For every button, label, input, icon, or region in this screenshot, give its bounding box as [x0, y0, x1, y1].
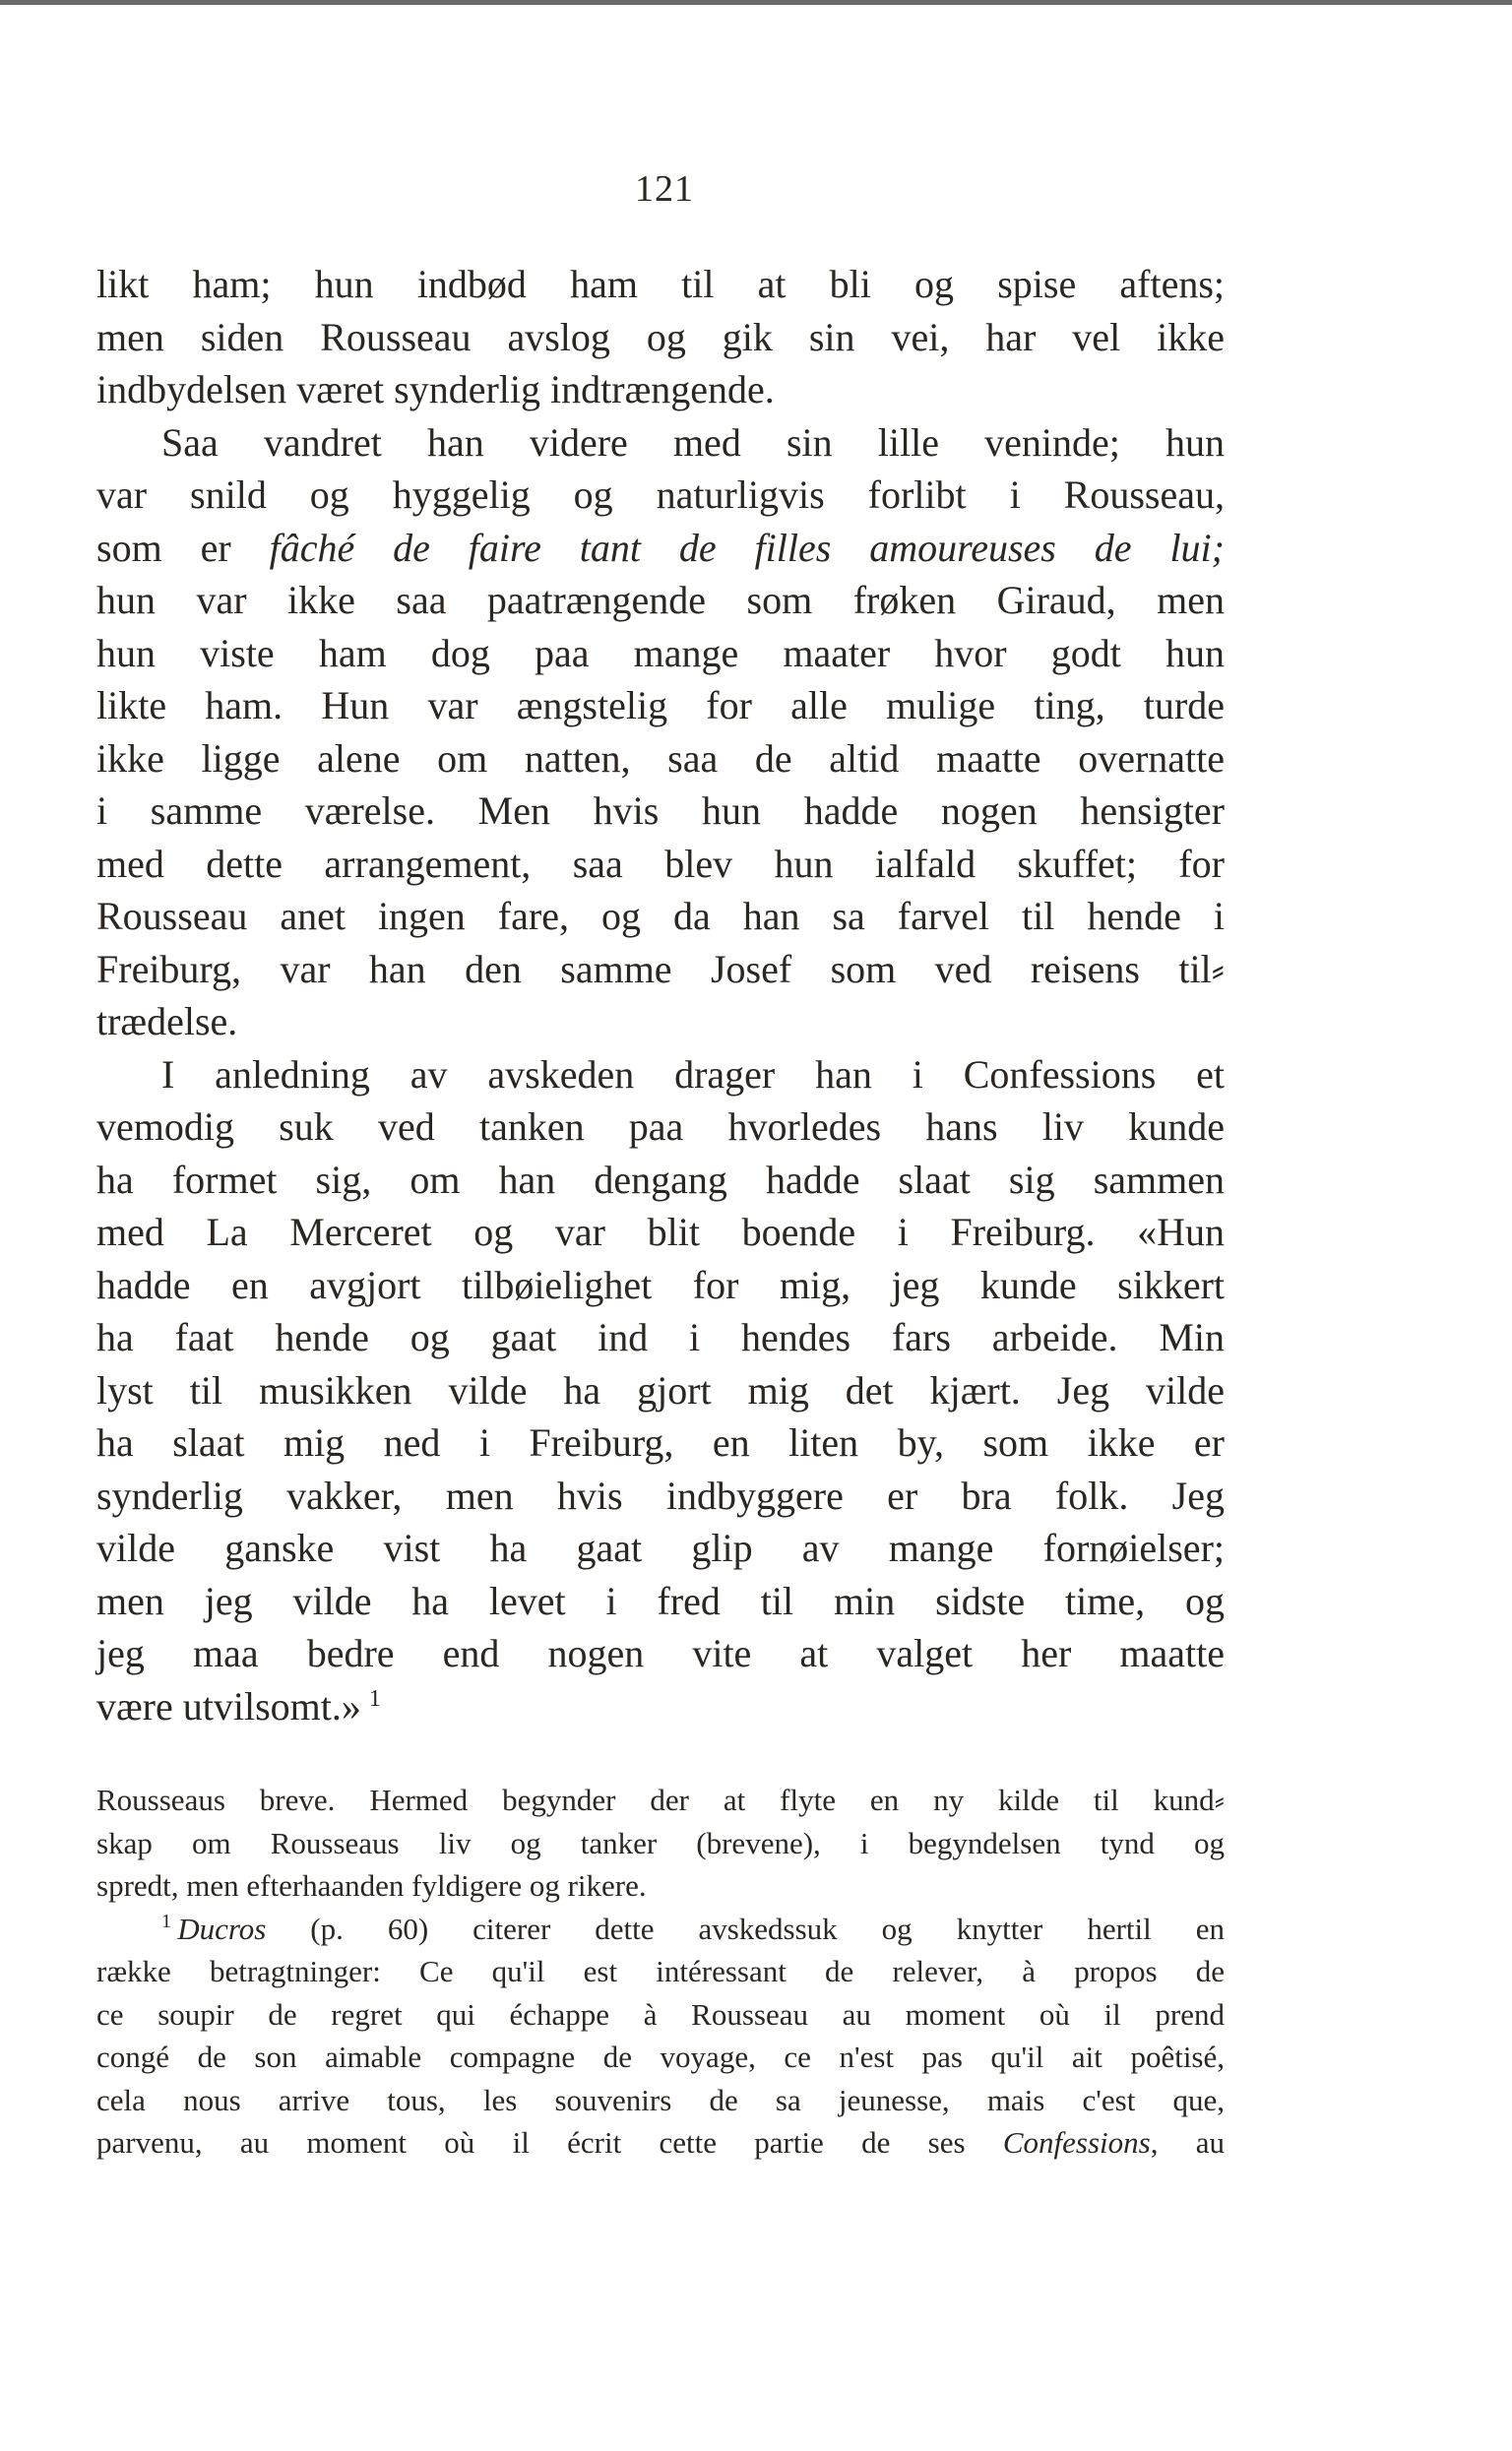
italic-quote: fâché de faire tant de filles amoureuses de lui; — [269, 525, 1225, 570]
footnote-author: Ducros — [177, 1911, 267, 1946]
text-line: men siden Rousseau avslog og gik sin vei, har vel ikke — [96, 314, 1225, 359]
text-line: hun viste ham dog paa mange maater hvor godt hun — [96, 630, 1225, 675]
footnote-line: spredt, men efterhaanden fyldigere og rikere. — [96, 1868, 647, 1903]
text-line: I anledning av avskeden drager han i Confessions et — [161, 1051, 1225, 1097]
text-line: hun var ikke saa paatrængende som frøken Giraud, men — [96, 578, 1225, 622]
footnote-line: ce soupir de regret qui échappe à Rousseau au moment où il prend — [96, 1996, 1225, 2032]
footnote-mark: 1 — [368, 1685, 381, 1712]
paragraph-1 — [96, 258, 1225, 416]
text-line — [96, 1680, 1225, 1733]
text-fragment: (p. 60) citerer dette avskedssuk og knytter hertil en — [266, 1911, 1225, 1946]
text-line: lyst til musikken vilde ha gjort mig det kjært. Jeg vilde — [96, 1367, 1225, 1413]
text-line: trædelse. — [96, 999, 238, 1043]
text-line: Rousseau anet ingen fare, og da han sa farvel til hende i — [96, 894, 1225, 938]
footnote-number: 1 — [161, 1910, 171, 1932]
page-number: 121 — [635, 168, 694, 210]
footnote-line: skap om Rousseaus liv og tanker (brevene), i begyndelsen tynd og — [96, 1825, 1225, 1860]
italic-title: Confessions — [1002, 2125, 1151, 2160]
text-fragment: parvenu, au moment où il écrit cette partie de ses — [96, 2125, 1003, 2160]
text-line: Freiburg, var han den samme Josef som ved reisens til⸗ — [96, 946, 1225, 991]
text-line: med dette arrangement, saa blev hun ialfald skuffet; for — [96, 841, 1225, 886]
text-line: ikke ligge alene om natten, saa de altid maatte overnatte — [96, 735, 1225, 781]
text-line: jeg maa bedre end nogen vite at valget her maatte — [96, 1631, 1225, 1675]
footnote-line: række betragtninger: Ce qu'il est intéressant de relever, à propos de — [96, 1954, 1225, 1988]
footnote-line — [96, 2121, 1225, 2165]
text-line: men jeg vilde ha levet i fred til min sidste time, og — [96, 1578, 1225, 1623]
text-line: indbydelsen været synderlig indtrængende. — [96, 367, 775, 411]
text-line: vilde ganske vist ha gaat glip av mange fornøielser; — [96, 1526, 1225, 1570]
text-line: ha faat hende og gaat ind i hendes fars arbeide. Min — [96, 1315, 1225, 1359]
text-line: hadde en avgjort tilbøielighet for mig, jeg kunde sikkert — [96, 1262, 1225, 1307]
text-line: i samme værelse. Men hvis hun hadde nogen hensigter — [96, 788, 1225, 833]
text-fragment: som er — [96, 525, 270, 570]
text-fragment: , au — [1150, 2125, 1225, 2160]
footnote-line: cela nous arrive tous, les souvenirs de sa jeunesse, mais c'est que, — [96, 2082, 1225, 2117]
text-line: var snild og hyggelig og naturligvis forlibt i Rousseau, — [96, 472, 1225, 517]
main-text — [96, 258, 1225, 1732]
footnotes — [96, 1779, 1225, 2165]
scan-top-edge — [0, 0, 1512, 5]
text-fragment: være utvilsomt.» — [96, 1683, 361, 1728]
text-line: likt ham; hun indbød ham til at bli og spise aftens; — [96, 262, 1225, 306]
text-line: likte ham. Hun var ængstelig for alle mulige ting, turde — [96, 683, 1225, 727]
text-line: ha formet sig, om han dengang hadde slaat sig sammen — [96, 1157, 1225, 1202]
text-line: med La Merceret og var blit boende i Freiburg. «Hun — [96, 1210, 1225, 1254]
text-line: vemodig suk ved tanken paa hvorledes hans liv kunde — [96, 1104, 1225, 1149]
text-line: synderlig vakker, men hvis indbyggere er bra folk. Jeg — [96, 1473, 1225, 1518]
paragraph-3 — [96, 1048, 1225, 1733]
text-line: ha slaat mig ned i Freiburg, en liten by, som ikke er — [96, 1420, 1225, 1465]
footnote-1-first-line — [96, 1908, 1225, 1951]
text-line-italic — [96, 522, 1225, 575]
footnote-line: congé de son aimable compagne de voyage, ce n'est pas qu'il ait poêtisé, — [96, 2040, 1225, 2074]
text-line: Saa vandret han videre med sin lille veninde; hun — [161, 419, 1225, 465]
paragraph-2 — [96, 416, 1225, 1048]
footnote-line: Rousseaus breve. Hermed begynder der at flyte en ny kilde til kund⸗ — [96, 1783, 1225, 1817]
